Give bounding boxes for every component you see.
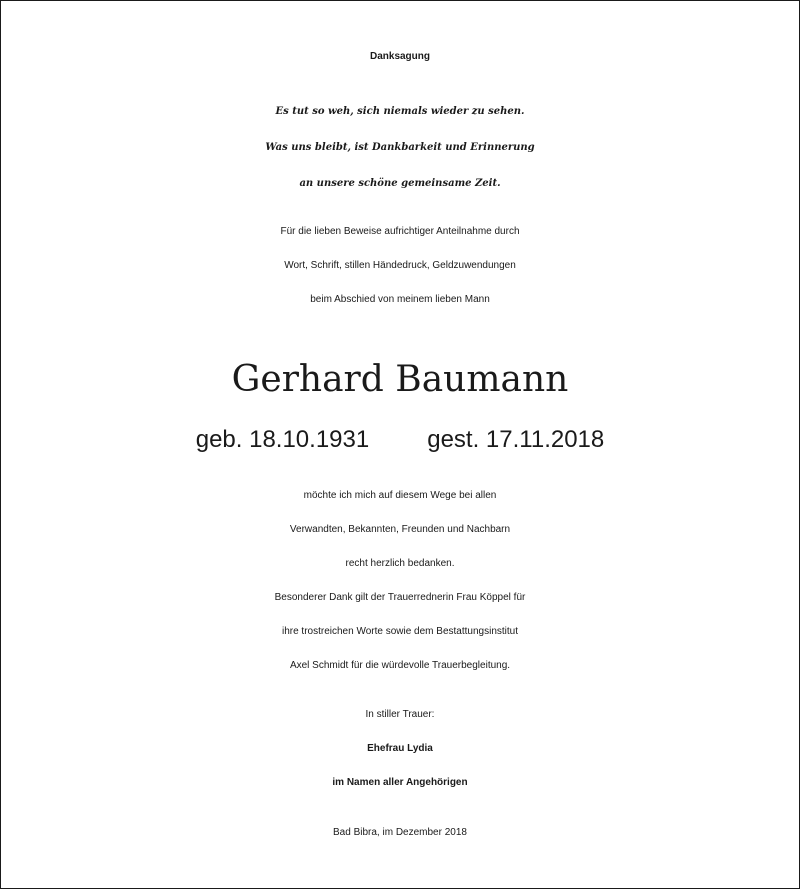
thanks-line: möchte ich mich auf diesem Wege bei allen [303, 490, 497, 501]
verse-line: Es tut so weh, sich niemals wieder zu sehen. [275, 106, 525, 117]
intro-line: Für die lieben Beweise aufrichtiger Anteilnahme durch [280, 226, 520, 237]
memorial-verse [1, 94, 799, 202]
place-and-date: Bad Bibra, im Dezember 2018 [333, 827, 467, 838]
thanks-line: Axel Schmidt für die würdevolle Trauerbegleitung. [289, 660, 511, 671]
notice-heading: Danksagung [369, 51, 430, 62]
intro-paragraph [1, 215, 799, 317]
signer-name: Ehefrau Lydia [367, 743, 433, 754]
thanks-line: ihre trostreichen Worte sowie dem Bestattungsinstitut [281, 626, 519, 637]
thanks-line: recht herzlich bedanken. [345, 558, 455, 569]
verse-line: an unsere schöne gemeinsame Zeit. [299, 178, 501, 189]
mourning-signature [1, 698, 799, 800]
thanks-line: Besonderer Dank gilt der Trauerrednerin Frau Köppel für [274, 592, 526, 603]
life-dates [1, 423, 799, 457]
deceased-name: Gerhard Baumann [231, 359, 569, 400]
family-line: im Namen aller Angehörigen [332, 777, 468, 788]
death-date: gest. 17.11.2018 [427, 426, 605, 453]
mourning-intro: In stiller Trauer: [365, 709, 435, 720]
intro-line: beim Abschied von meinem lieben Mann [310, 294, 490, 305]
birth-date: geb. 18.10.1931 [195, 426, 370, 453]
thanks-line: Verwandten, Bekannten, Freunden und Nachbarn [289, 524, 511, 535]
thanks-paragraph [1, 479, 799, 683]
intro-line: Wort, Schrift, stillen Händedruck, Geldzuwendungen [284, 260, 516, 271]
verse-line: Was uns bleibt, ist Dankbarkeit und Erinnerung [265, 142, 535, 153]
